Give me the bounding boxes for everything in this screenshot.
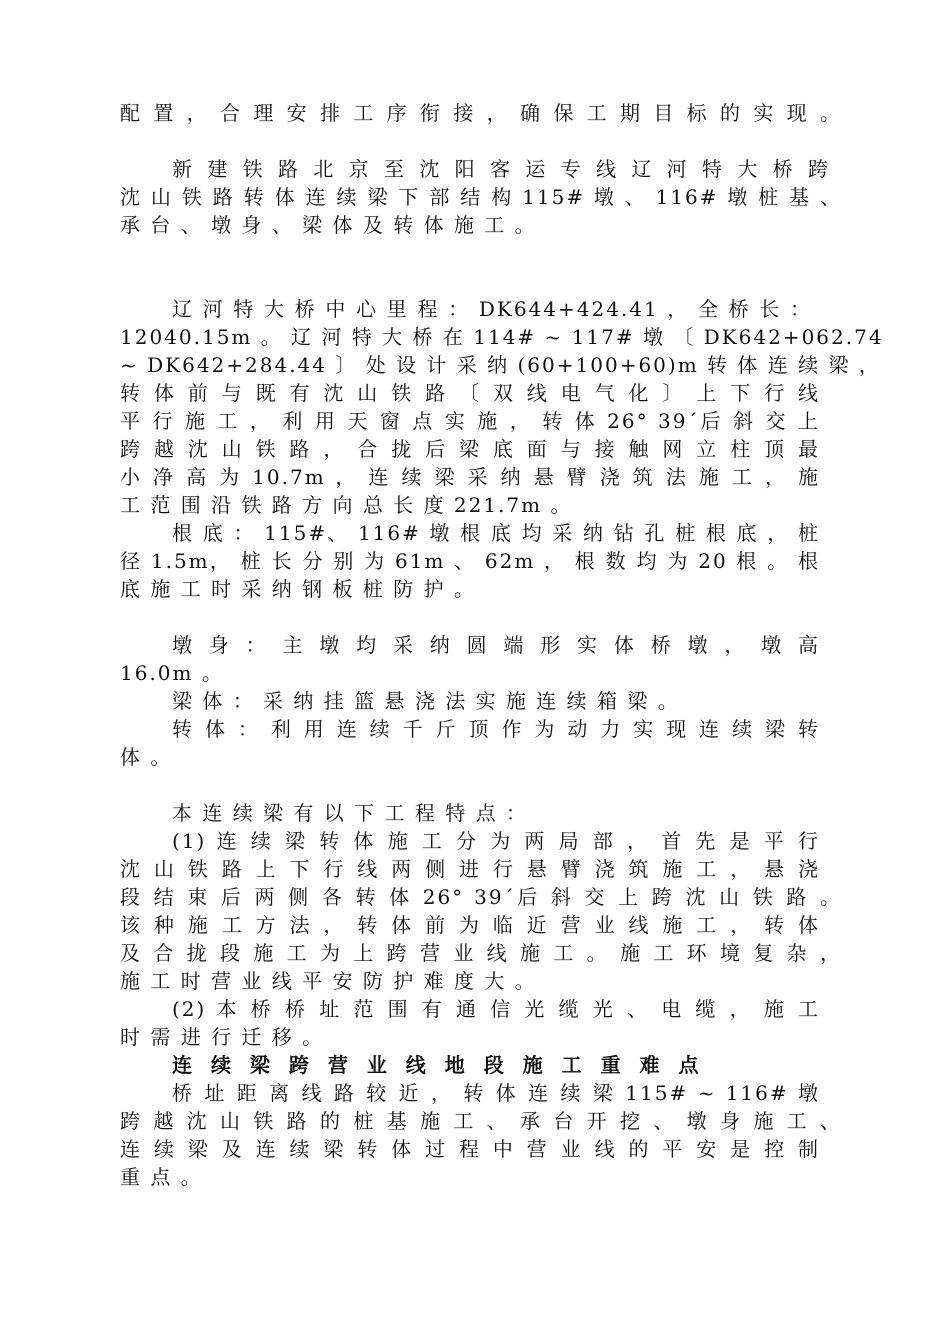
- text-line: 墩 身 ： 主 墩 均 采 纳 圆 端 形 实 体 桥 墩 ， 墩 高: [172, 633, 820, 657]
- text-line: 段 结 束 后 两 侧 各 转 体 26° 39´后 斜 交 上 跨 沈 山 铁 路 。: [120, 885, 842, 909]
- text-line: 平 行 施 工 ， 利 用 天 窗 点 实 施 ， 转 体 26° 39´后 斜 交 上: [120, 409, 820, 433]
- text-line: 沈 山 铁 路 转 体 连 续 梁 下 部 结 构 115# 墩 、 116# 墩 桩 基 、: [120, 185, 842, 209]
- text-line: 承 台 、 墩 身 、 梁 体 及 转 体 施 工 。: [120, 213, 537, 237]
- text-line: 转 体 ： 利 用 连 续 千 斤 顶 作 为 动 力 实 现 连 续 梁 转: [172, 717, 820, 741]
- text-line: 16.0m 。: [120, 661, 224, 685]
- text-line: 新 建 铁 路 北 京 至 沈 阳 客 运 专 线 辽 河 特 大 桥 跨: [172, 157, 830, 181]
- text-line: 辽 河 特 大 桥 中 心 里 程 ： DK644+424.41 ， 全 桥 长 ：: [172, 297, 812, 321]
- text-line: (1) 连 续 梁 转 体 施 工 分 为 两 局 部 ， 首 先 是 平 行: [172, 829, 820, 853]
- text-line: (2) 本 桥 桥 址 范 围 有 通 信 光 缆 光 、 电 缆 ， 施 工: [172, 997, 820, 1021]
- text-line: 梁 体 ： 采 纳 挂 篮 悬 浇 法 实 施 连 续 箱 梁 。: [172, 689, 680, 713]
- text-line: 根 底 ： 115#、 116# 墩 根 底 均 采 纳 钻 孔 桩 根 底 ， 桩: [172, 521, 820, 545]
- text-line: 转 体 前 与 既 有 沈 山 铁 路 〔 双 线 电 气 化 〕 上 下 行 线: [120, 381, 820, 405]
- section-heading: 连 续 梁 跨 营 业 线 地 段 施 工 重 难 点: [172, 1053, 705, 1077]
- text-line: 重 点 。: [120, 1165, 203, 1189]
- text-line: 跨 越 沈 山 铁 路 ， 合 拢 后 梁 底 面 与 接 触 网 立 柱 顶 最: [120, 437, 820, 461]
- text-line: 及 合 拢 段 施 工 为 上 跨 营 业 线 施 工 。 施 工 环 境 复 杂 ，: [120, 941, 842, 965]
- text-line: 径 1.5m， 桩 长 分 别 为 61m 、 62m ， 根 数 均 为 20 根 。 根: [120, 549, 820, 573]
- text-line: 时 需 进 行 迁 移 。: [120, 1025, 325, 1049]
- text-line: 施 工 时 营 业 线 平 安 防 护 难 度 大 。: [120, 969, 537, 993]
- text-line: 12040.15m 。 辽 河 特 大 桥 在 114# ~ 117# 墩 〔 DK642+062.74: [120, 325, 884, 349]
- text-line: 配 置 ， 合 理 安 排 工 序 衔 接 ， 确 保 工 期 目 标 的 实 现 。: [120, 101, 842, 125]
- text-line: 本 连 续 梁 有 以 下 工 程 特 点 ：: [172, 801, 528, 825]
- text-line: ~ DK642+284.44 〕 处 设 计 采 纳 (60+100+60)m 转 体 连 续 梁 ，: [120, 353, 881, 377]
- text-line: 该 种 施 工 方 法 ， 转 体 前 为 临 近 营 业 线 施 工 ， 转 体: [120, 913, 820, 937]
- text-line: 小 净 高 为 10.7m ， 连 续 梁 采 纳 悬 臂 浇 筑 法 施 工 ， 施: [120, 465, 820, 489]
- text-line: 沈 山 铁 路 上 下 行 线 两 侧 进 行 悬 臂 浇 筑 施 工 ， 悬 浇: [120, 857, 820, 881]
- text-line: 工 范 围 沿 铁 路 方 向 总 长 度 221.7m 。: [120, 493, 573, 517]
- text-line: 桥 址 距 离 线 路 较 近 ， 转 体 连 续 梁 115# ~ 116# 墩: [172, 1081, 820, 1105]
- text-line: 底 施 工 时 采 纳 钢 板 桩 防 护 。: [120, 577, 476, 601]
- text-line: 体 。: [120, 745, 173, 769]
- text-line: 连 续 梁 及 连 续 梁 转 体 过 程 中 营 业 线 的 平 安 是 控 制: [120, 1137, 820, 1161]
- text-line: 跨 越 沈 山 铁 路 的 桩 基 施 工 、 承 台 开 挖 、 墩 身 施 工 、: [120, 1109, 842, 1133]
